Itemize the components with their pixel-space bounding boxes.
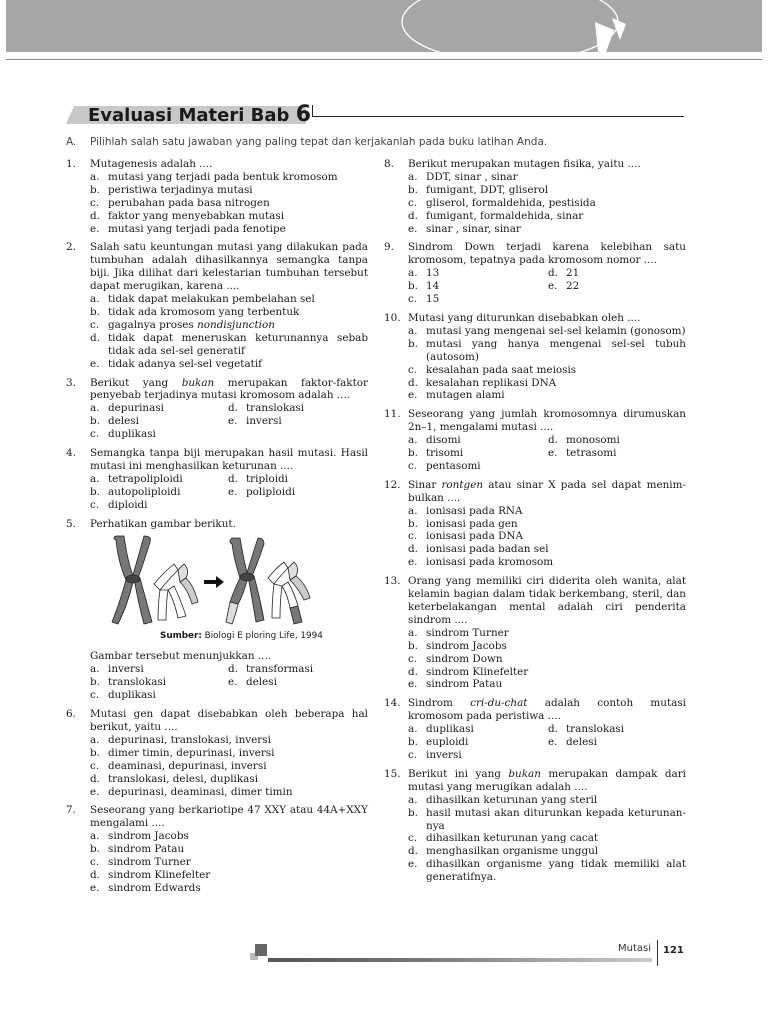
option: d. 21 [548, 267, 580, 280]
option: b. sindrom Patau [90, 843, 185, 856]
footer-chapter-label: Mutasi [618, 943, 652, 954]
option: b. 14 [408, 280, 440, 293]
option: d. ionisasi pada badan sel [408, 543, 549, 556]
option: c. gagalnya proses nondisjunction [90, 318, 275, 331]
question-text: Sindrom cri-du-chat adalah contoh mutasi kromosom pada peristiwa .... [408, 697, 686, 723]
question-1 [66, 158, 368, 235]
question-number: 10. [384, 311, 401, 324]
instruction [66, 136, 547, 148]
question-text: Seseorang yang berkariotipe 47 XXY atau 44A+XXY mengalami .... [90, 804, 368, 830]
question-text: Mutagenesis adalah .... [90, 158, 213, 170]
option: e. mutagen alami [408, 389, 505, 402]
right-column [384, 158, 686, 890]
question-number: 12. [384, 478, 401, 491]
option: d. tidak dapat meneruskan keturunannya sebab tidak ada sel-sel generatif [90, 331, 368, 357]
option: c. perubahan pada basa nitrogen [90, 196, 270, 209]
option: b. delesi [90, 415, 139, 428]
option: a. tetrapoliploidi [90, 472, 183, 485]
left-column [66, 158, 368, 901]
option: c. duplikasi [90, 428, 156, 441]
option: b. fumigant, DDT, gliserol [408, 183, 549, 196]
page-number: 121 [663, 945, 684, 956]
option: d. fumigant, formaldehida, sinar [408, 209, 584, 222]
option: b. ionisasi pada gen [408, 517, 518, 530]
option: d. sindrom Klinefelter [90, 868, 211, 881]
option: b. sindrom Jacobs [408, 639, 507, 652]
question-15 [384, 768, 686, 884]
instruction-text: Pilihlah salah satu jawaban yang paling tepat dan kerjakanlah pada buku latihan Anda. [90, 136, 548, 148]
section-title [66, 100, 686, 130]
question-number: 1. [66, 158, 76, 170]
option: b. autopoliploidi [90, 485, 181, 498]
option: e. sinar , sinar, sinar [408, 222, 521, 235]
option: b. peristiwa terjadinya mutasi [90, 183, 253, 196]
option: e. delesi [548, 736, 597, 749]
question-number: 3. [66, 376, 76, 389]
page-title [88, 102, 311, 127]
option: c. deaminasi, depurinasi, inversi [90, 759, 267, 772]
question-text: Mutasi yang diturunkan disebabkan oleh .... [408, 311, 641, 324]
footer-square [255, 944, 267, 956]
option: d. menghasilkan organisme unggul [408, 845, 599, 858]
footer-bar [268, 958, 652, 962]
question-number: 9. [384, 241, 394, 254]
option: c. kesalahan pada saat meiosis [408, 363, 577, 376]
question-6 [66, 708, 368, 798]
instruction-prefix: A. [66, 136, 77, 148]
question-12 [384, 479, 686, 569]
option: e. mutasi yang terjadi pada fenotipe [90, 222, 286, 235]
option: e. tetrasomi [548, 447, 617, 460]
question-text: Sindrom Down terjadi karena kelebihan satu kromosom, tepatnya pada kromosom nomor .... [408, 241, 686, 267]
option: a. inversi [90, 663, 144, 676]
question-number: 8. [384, 158, 394, 170]
footer-divider [657, 940, 658, 966]
option: b. translokasi [90, 676, 167, 689]
option: c. duplikasi [90, 689, 156, 702]
option: a. tidak dapat melakukan pembelahan sel [90, 293, 315, 306]
option: b. tidak ada kromosom yang terbentuk [90, 305, 300, 318]
question-number: 13. [384, 575, 401, 588]
option: c. sindrom Down [408, 652, 503, 665]
option: a. sindrom Turner [408, 626, 509, 639]
option: c. sindrom Turner [90, 856, 191, 869]
question-number: 14. [384, 697, 401, 710]
option: e. dihasilkan organisme yang tidak memiliki alat generatifnya. [408, 858, 686, 884]
option: c. dihasilkan keturunan yang cacat [408, 832, 599, 845]
question-text: Mutasi gen dapat disebabkan oleh beberapa hal berikut, yaitu .... [90, 708, 368, 733]
question-text: Orang yang memiliki ciri diderita oleh wanita, alat kelamin bagian dalam tidak berkembang, steril, dan keterbelakangan mental adalah ciri penderita sindrom .... [408, 575, 686, 626]
option: e. sindrom Patau [408, 678, 503, 691]
title-rule [312, 116, 684, 117]
option: d. translokasi [548, 723, 625, 736]
figure-caption: Sumber: Biologi E ploring Life, 1994 [160, 631, 323, 642]
arrow-icon [204, 576, 224, 588]
option: d. sindrom Klinefelter [408, 665, 529, 678]
option: d. kesalahan replikasi DNA [408, 376, 557, 389]
option: c. ionisasi pada DNA [408, 530, 524, 543]
option: b. euploidi [408, 736, 469, 749]
question-9 [384, 241, 686, 306]
chromosome-illustration [108, 534, 318, 630]
header-bar [6, 0, 762, 52]
option: a. 13 [408, 267, 440, 280]
option: e. 22 [548, 280, 580, 293]
question-number: 2. [66, 241, 76, 254]
question-13 [384, 575, 686, 691]
question-number: 6. [66, 708, 76, 721]
question-11 [384, 408, 686, 473]
option: b. trisomi [408, 447, 464, 460]
question-8 [384, 158, 686, 235]
option: a. duplikasi [408, 723, 474, 736]
option: e. tidak adanya sel-sel vegetatif [90, 357, 263, 370]
title-label: Evaluasi Materi Bab [88, 105, 290, 126]
option: d. transformasi [228, 663, 314, 676]
question-2 [66, 241, 368, 370]
option: a. dihasilkan keturunan yang steril [408, 793, 598, 806]
question-3 [66, 377, 368, 442]
question-text: Semangka tanpa biji merupakan hasil mutasi. Hasil mutasi ini menghasilkan keturunan .... [90, 447, 368, 472]
question-number: 4. [66, 447, 76, 460]
question-text: Salah satu keuntungan mutasi yang dilakukan pada tumbuhan adalah dihasilkannya semangka tanpa biji. Jika dilihat dari kelestarian tumbuhan tersebut dapat merugikan, karena .... [90, 241, 368, 293]
option: b. dimer timin, depurinasi, inversi [90, 746, 275, 759]
question-text: Berikut merupakan mutagen fisika, yaitu .... [408, 158, 641, 170]
option: a. disomi [408, 434, 461, 447]
option: c. inversi [408, 748, 462, 761]
option: d. triploidi [228, 472, 288, 485]
option: e. ionisasi pada kromosom [408, 556, 554, 569]
option: a. depurinasi, translokasi, inversi [90, 733, 271, 746]
question-number: 11. [384, 408, 401, 421]
option: e. sindrom Edwards [90, 881, 201, 894]
question-7 [66, 804, 368, 894]
question-4 [66, 447, 368, 512]
chapter-number: 6 [295, 102, 311, 127]
question-5 [66, 518, 368, 703]
option: c. gliserol, formaldehida, pestisida [408, 196, 596, 209]
question-number: 5. [66, 517, 76, 530]
option: b. hasil mutasi akan diturunkan kepada keturunan-nya [408, 806, 686, 832]
option: a. mutasi yang terjadi pada bentuk kromosom [90, 170, 338, 183]
question-text: Seseorang yang jumlah kromosomnya dirumuskan 2n–1, mengalami mutasi .... [408, 408, 686, 434]
option: a. ionisasi pada RNA [408, 504, 523, 517]
option: c. pentasomi [408, 459, 481, 472]
question-text: Berikut ini yang bukan merupakan dampak dari mutasi yang merugikan adalah .... [408, 767, 686, 793]
option: e. depurinasi, deaminasi, dimer timin [90, 785, 293, 798]
chromosome-figure [108, 534, 323, 646]
option: e. inversi [228, 415, 282, 428]
question-14 [384, 697, 686, 762]
question-text: Perhatikan gambar berikut. [90, 517, 236, 530]
option: d. translokasi [228, 402, 305, 415]
option: a. mutasi yang mengenai sel-sel kelamin (gonosom) [408, 324, 686, 337]
question-text: Sinar rontgen atau sinar X pada sel dapat menim-bulkan .... [408, 478, 686, 504]
option: b. mutasi yang hanya mengenai sel-sel tubuh (autosom) [408, 337, 686, 363]
question-number: 7. [66, 804, 76, 817]
option: a. sindrom Jacobs [90, 830, 189, 843]
header-rule [6, 59, 762, 60]
option: c. diploidi [90, 498, 148, 511]
option: e. poliploidi [228, 485, 296, 498]
option: e. delesi [228, 676, 277, 689]
question-number: 15. [384, 767, 401, 780]
option: c. 15 [408, 293, 440, 306]
question-10 [384, 312, 686, 402]
option: a. DDT, sinar , sinar [408, 170, 518, 183]
header-swoosh-graphic [400, 0, 640, 80]
option: d. monosomi [548, 434, 620, 447]
option: d. translokasi, delesi, duplikasi [90, 772, 259, 785]
option: d. faktor yang menyebabkan mutasi [90, 209, 285, 222]
option: a. depurinasi [90, 402, 164, 415]
question-text: Berikut yang bukan merupakan faktor-faktor penyebab terjadinya mutasi kromosom adalah .... [90, 376, 368, 402]
question-text: Gambar tersebut menunjukkan .... [90, 650, 272, 663]
